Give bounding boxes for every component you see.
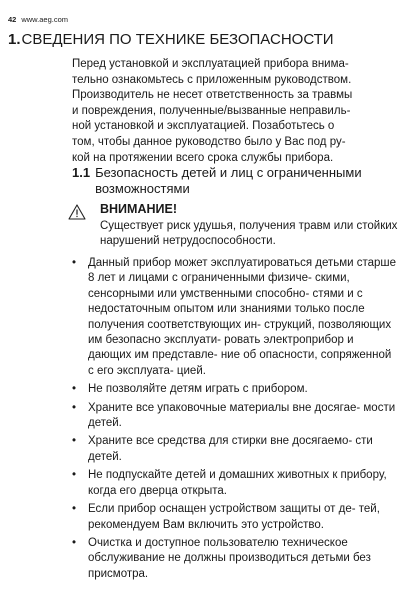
list-item-text: Данный прибор может эксплуатироваться детьми старше 8 лет и лицами с ограниченными физиче- скими, сенсорными или умственными способно- стями и с недостаточным опытом или знаниями только после получения соответствующих ин- струкций, позволяющих им безопасно эксплуати- ровать электроприбор и дающих им представле- ние об опасности, сопряженной с его эксплуата- цией.: [88, 257, 397, 377]
intro-line: кой на протяжении всего срока службы прибора.: [72, 151, 334, 164]
site-url: www.aeg.com: [21, 15, 69, 24]
subsection-number: 1.1: [72, 165, 91, 180]
list-item-text: Очистка и доступное пользователю техническое обслуживание не должны производиться детьми без присмотра.: [88, 536, 371, 580]
list-item: • Храните все средства для стирки вне досягаемо- сти детей.: [72, 434, 400, 465]
list-item-text: Храните все средства для стирки вне досягаемо- сти детей.: [88, 435, 373, 463]
list-item: • Не подпускайте детей и домашних животных к прибору, когда его дверца открыта.: [72, 468, 400, 499]
bullet-list: [72, 256, 400, 585]
list-item: • Если прибор оснащен устройством защиты от де- тей, рекомендуем Вам включить это устройство.: [72, 502, 400, 533]
list-item-text: Храните все упаковочные материалы вне досягае- мости детей.: [88, 401, 396, 430]
warning-triangle-icon: [68, 204, 86, 220]
intro-line: Производитель не несет ответственность за травмы: [72, 89, 353, 102]
intro-line: ной установкой и эксплуатацией. Позаботьтесь о: [72, 120, 335, 133]
section-title: [8, 31, 412, 49]
intro-line: и повреждения, полученные/вызванные неправиль-: [72, 104, 351, 117]
section-number: 1.: [8, 31, 21, 48]
intro-line: Перед установкой и эксплуатацией прибора внима-: [72, 58, 349, 70]
subsection-title: [72, 165, 392, 197]
section-title-text: СВЕДЕНИЯ ПО ТЕХНИКЕ БЕЗОПАСНОСТИ: [21, 31, 334, 48]
list-item: • Данный прибор может эксплуатироваться детьми старше 8 лет и лицами с ограниченными физиче- скими, сенсорными или умственными способно- стями и с недостаточным опытом или знаниями только после получения соответствующих ин- струкций, позволяющих им безопасно эксплуати- ровать электроприбор и дающих им представле- ние об опасности, сопряженной с его эксплуата- цией.: [72, 256, 400, 379]
list-item: • Не позволяйте детям играть с прибором.: [72, 382, 400, 397]
list-item-text: Если прибор оснащен устройством защиты от де- тей, рекомендуем Вам включить это устройство.: [88, 503, 380, 531]
list-item: • Храните все упаковочные материалы вне досягае- мости детей.: [72, 401, 400, 432]
warning-title: ВНИМАНИЕ!: [100, 202, 177, 216]
intro-paragraph: [72, 57, 390, 166]
subsection-title-text: Безопасность детей и лиц с ограниченными возможностями: [95, 165, 362, 196]
list-item-text: Не подпускайте детей и домашних животных к прибору, когда его дверца открыта.: [88, 469, 387, 497]
intro-line: тельно ознакомьтесь с приложенным руководством.: [72, 73, 352, 86]
intro-line: том, чтобы данное руководство было у Вас под ру-: [72, 135, 346, 148]
warning-content: [100, 202, 398, 249]
list-item: • Очистка и доступное пользователю техническое обслуживание не должны производиться детьми без присмотра.: [72, 536, 400, 582]
list-item-text: Не позволяйте детям играть с прибором.: [88, 383, 308, 396]
page-header: [8, 15, 68, 24]
warning-block: [68, 202, 398, 249]
page-number: 42: [8, 15, 17, 24]
warning-text: Существует риск удушья, получения травм или стойких нарушений нетрудоспособности.: [100, 220, 398, 247]
